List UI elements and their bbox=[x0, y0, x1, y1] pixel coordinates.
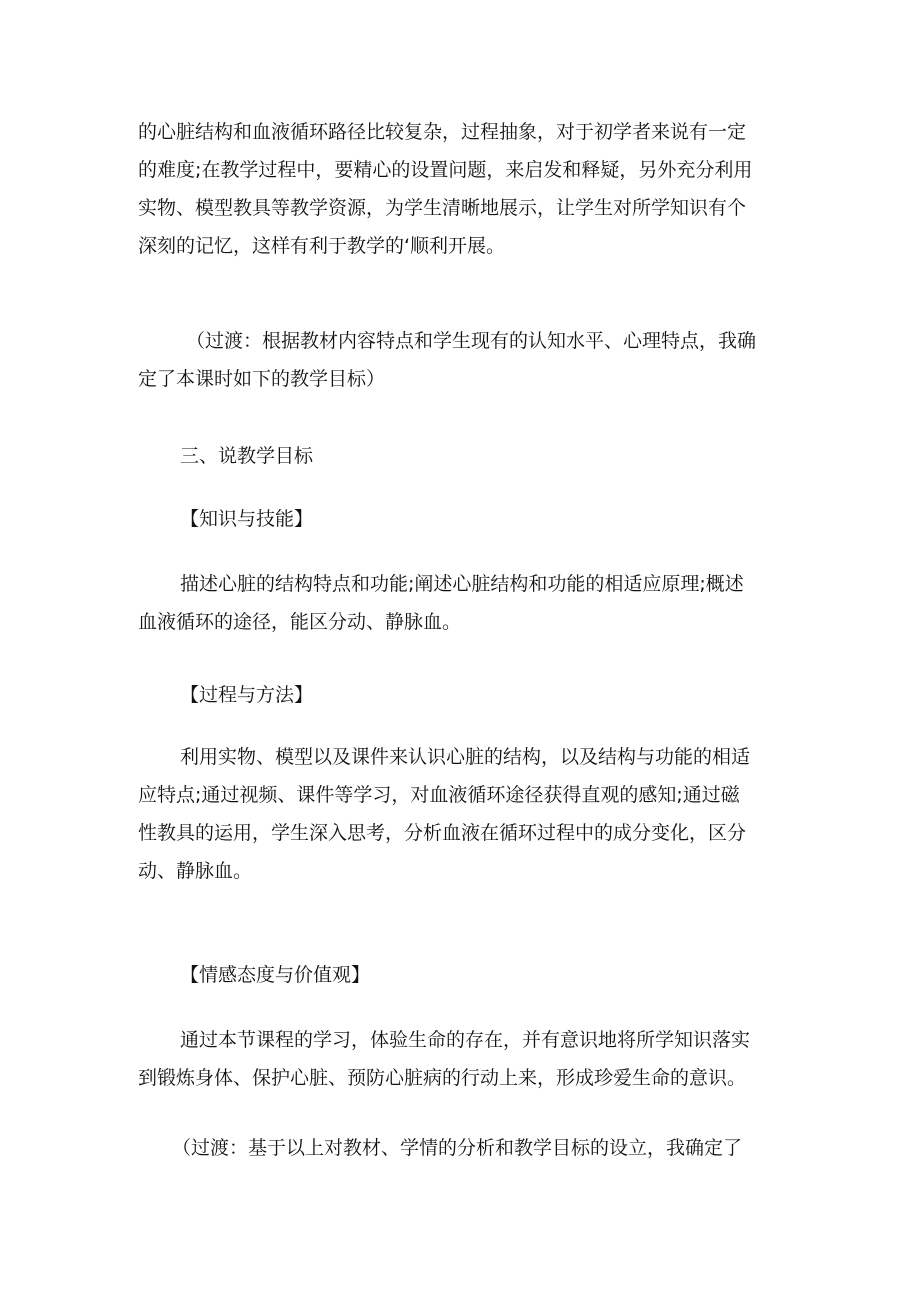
text-line: 实物、模型教具等教学资源，为学生清晰地展示，让学生对所学知识有个 bbox=[138, 197, 747, 219]
heading-text: 三、说教学目标 bbox=[180, 445, 314, 467]
text-line: （过渡：根据教材内容特点和学生现有的认知水平、心理特点，我确 bbox=[186, 330, 757, 352]
subheading-knowledge-skills bbox=[138, 500, 788, 538]
text-line: 深刻的记忆，这样有利于教学的‘顺利开展。 bbox=[138, 235, 506, 257]
section-heading-teaching-objectives bbox=[138, 437, 788, 475]
text-line: 动、静脉血。 bbox=[138, 860, 253, 882]
text-line: 的难度;在教学过程中，要精心的设置问题，来启发和释疑，另外充分利用 bbox=[138, 159, 753, 181]
text-line: 应特点;通过视频、课件等学习，对血液循环途径获得直观的感知;通过磁 bbox=[138, 784, 740, 806]
text-line: 的心脏结构和血液循环路径比较复杂，过程抽象，对于初学者来说有一定 bbox=[138, 121, 747, 143]
text-line: （过渡：基于以上对教材、学情的分析和教学目标的设立，我确定了 bbox=[172, 1137, 743, 1159]
text-line: 利用实物、模型以及课件来认识心脏的结构，以及结构与功能的相适 bbox=[180, 746, 751, 768]
subheading-process-methods bbox=[138, 676, 788, 714]
paragraph-heart-structure-difficulty bbox=[138, 113, 788, 265]
text-line: 血液循环的途径，能区分动、静脉血。 bbox=[138, 611, 462, 633]
heading-text: 【过程与方法】 bbox=[180, 684, 314, 706]
text-line: 定了本课时如下的教学目标） bbox=[138, 368, 386, 390]
text-line: 描述心脏的结构特点和功能;阐述心脏结构和功能的相适应原理;概述 bbox=[180, 573, 744, 595]
heading-text: 【知识与技能】 bbox=[180, 508, 314, 530]
paragraph-process-methods bbox=[138, 738, 788, 890]
paragraph-transition-final bbox=[138, 1129, 788, 1167]
text-line: 性教具的运用，学生深入思考，分析血液在循环过程中的成分变化，区分 bbox=[138, 822, 747, 844]
text-line: 到锻炼身体、保护心脏、预防心脏病的行动上来，形成珍爱生命的意识。 bbox=[138, 1067, 747, 1089]
paragraph-emotion-values bbox=[138, 1021, 788, 1097]
subheading-emotion-values bbox=[138, 956, 788, 994]
heading-text: 【情感态度与价值观】 bbox=[180, 964, 371, 986]
paragraph-knowledge-skills bbox=[138, 565, 788, 641]
paragraph-transition-objectives bbox=[138, 322, 788, 398]
text-line: 通过本节课程的学习，体验生命的存在，并有意识地将所学知识落实 bbox=[180, 1029, 751, 1051]
